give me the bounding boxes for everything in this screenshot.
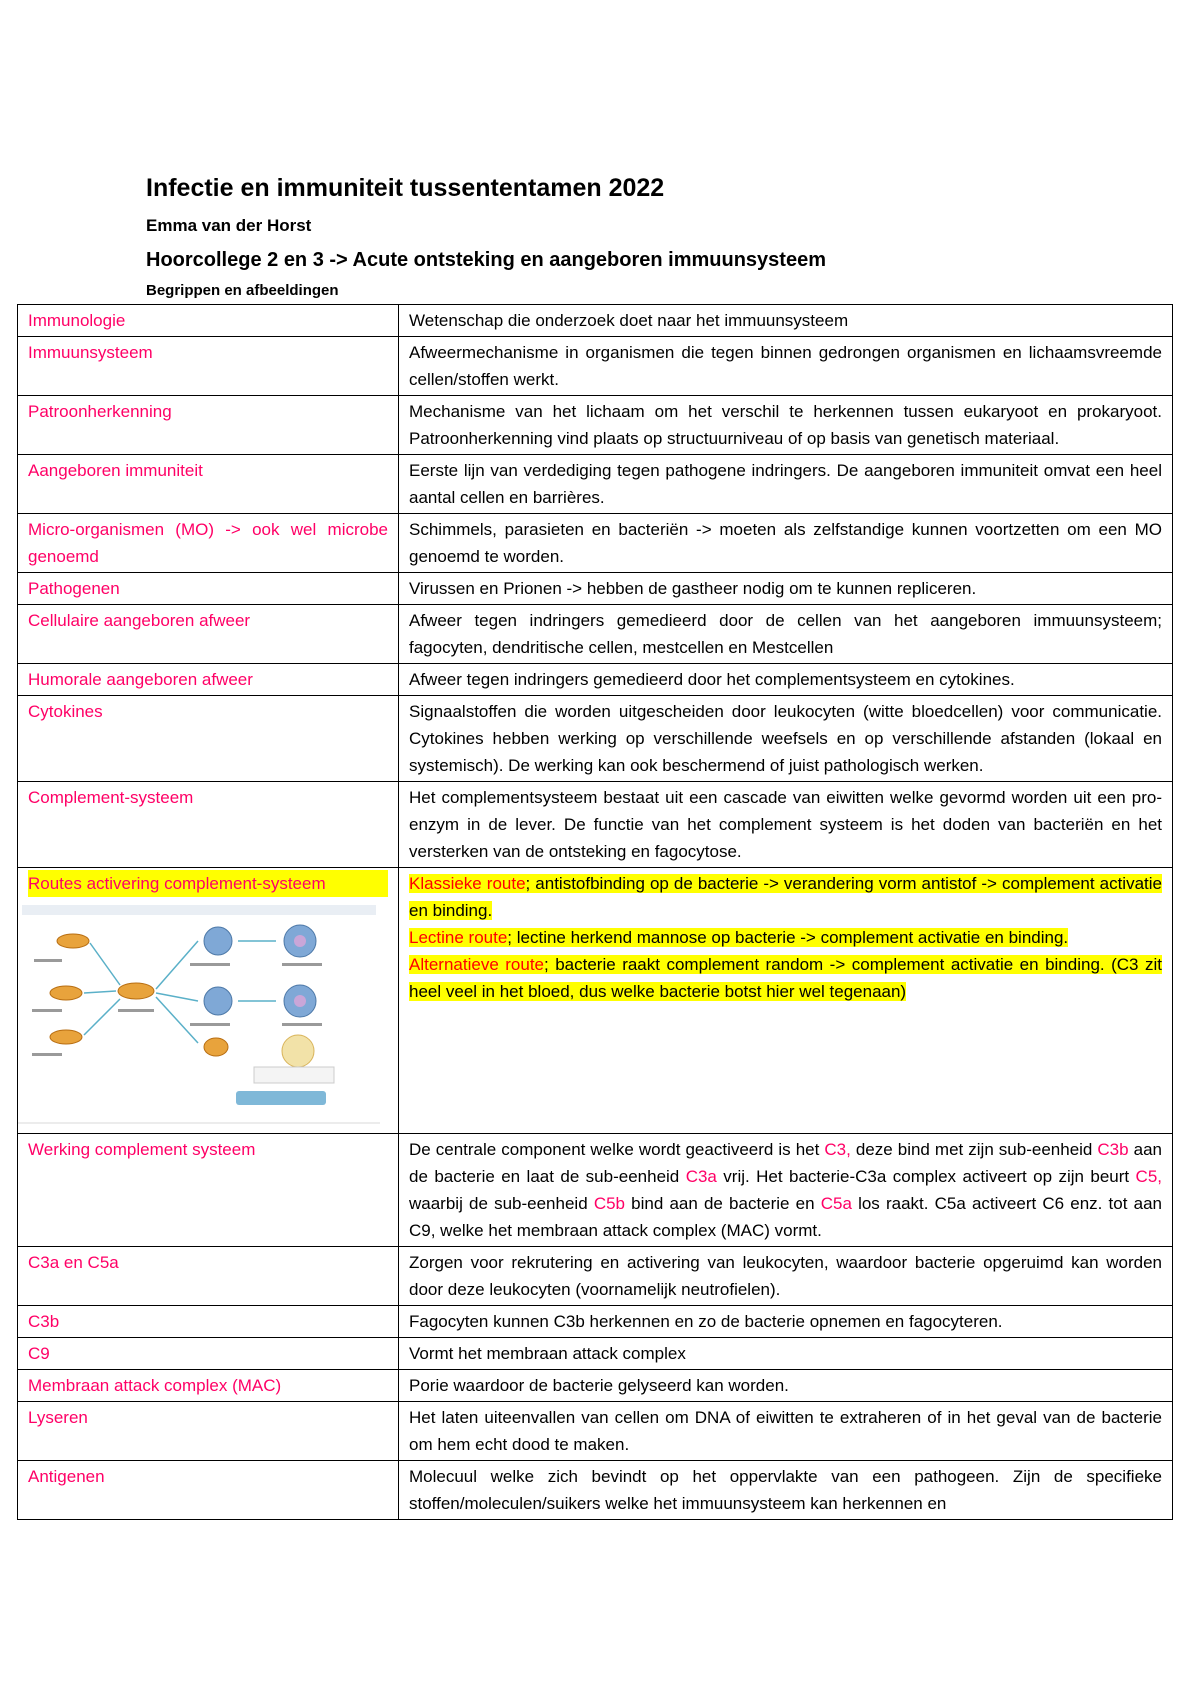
term-cell: Humorale aangeboren afweer: [18, 664, 399, 696]
definition-cell: Afweermechanisme in organismen die tegen binnen gedrongen organismen en lichaamsvreemde cellen/stoffen werkt.: [399, 337, 1173, 396]
term-cell: Micro-organismen (MO) -> ook wel microbe genoemd: [18, 514, 399, 573]
section-heading: Begrippen en afbeeldingen: [146, 282, 339, 299]
table-row: [18, 1461, 1173, 1520]
definition-cell: Zorgen voor rekrutering en activering van leukocyten, waardoor bacterie opgeruimd kan worden door deze leukocyten (voornamelijk neutrofielen).: [399, 1247, 1173, 1306]
term-cell: Cellulaire aangeboren afweer: [18, 605, 399, 664]
werking-text: vrij. Het bacterie-C3a complex activeert op zijn beurt: [716, 1167, 1136, 1186]
term-cell: Antigenen: [18, 1461, 399, 1520]
definition-cell: Schimmels, parasieten en bacteriën -> moeten als zelfstandige kunnen voortzetten om een MO genoemd te worden.: [399, 514, 1173, 573]
complement-c5: C5,: [1135, 1167, 1163, 1186]
complement-c3: C3,: [824, 1140, 851, 1159]
table-row: [18, 455, 1173, 514]
definition-cell: Mechanisme van het lichaam om het verschil te herkennen tussen eukaryoot en prokaryoot. Patroonherkenning vind plaats op structuurniveau of op basis van genetisch materiaal.: [399, 396, 1173, 455]
table-row: [18, 514, 1173, 573]
table-row: [18, 1247, 1173, 1306]
definition-cell: Wetenschap die onderzoek doet naar het immuunsysteem: [399, 305, 1173, 337]
definition-cell: Afweer tegen indringers gemedieerd door de cellen van het aangeboren immuunsysteem; fagocyten, dendritische cellen, mestcellen en Mestcellen: [399, 605, 1173, 664]
term-cell: Membraan attack complex (MAC): [18, 1370, 399, 1402]
route-name: Alternatieve route: [409, 955, 545, 974]
table-row: [18, 337, 1173, 396]
term-cell: Cytokines: [18, 696, 399, 782]
term-cell: C3b: [18, 1306, 399, 1338]
table-row: [18, 573, 1173, 605]
werking-text: De centrale component welke wordt geactiveerd is het: [409, 1140, 825, 1159]
table-row: [18, 1338, 1173, 1370]
complement-c3a: C3a: [685, 1167, 717, 1186]
table-row: [18, 782, 1173, 868]
table-row: [18, 664, 1173, 696]
complement-pathway-diagram-icon: [18, 901, 380, 1131]
table-row: [18, 305, 1173, 337]
werking-text: waarbij de sub-eenheid: [409, 1194, 594, 1213]
page-title: Infectie en immuniteit tussententamen 2022: [146, 174, 665, 202]
term-cell: Immuunsysteem: [18, 337, 399, 396]
terms-table: [17, 304, 1173, 1520]
route-text: ; bacterie raakt complement random -> complement activatie en binding. (C3 zit heel veel in het bloed, dus welke bacterie botst hier wel tegenaan): [409, 955, 1162, 1001]
term-cell: Aangeboren immuniteit: [18, 455, 399, 514]
term-cell: Werking complement systeem: [18, 1134, 399, 1247]
definition-cell: Afweer tegen indringers gemedieerd door het complementsysteem en cytokines.: [399, 664, 1173, 696]
lecture-subtitle: Hoorcollege 2 en 3 -> Acute ontsteking en aangeboren immuunsysteem: [146, 249, 826, 271]
werking-text: deze bind met zijn sub-eenheid: [850, 1140, 1098, 1159]
definition-cell: Het complementsysteem bestaat uit een cascade van eiwitten welke gevormd worden uit een pro-enzym in de lever. De functie van het complement systeem is het doden van bacteriën en het versterken van de ontsteking en fagocytose.: [399, 782, 1173, 868]
complement-c5a: C5a: [820, 1194, 852, 1213]
definition-cell: Vormt het membraan attack complex: [399, 1338, 1173, 1370]
definition-cell: Eerste lijn van verdediging tegen pathogene indringers. De aangeboren immuniteit omvat een heel aantal cellen en barrières.: [399, 455, 1173, 514]
definition-cell: Fagocyten kunnen C3b herkennen en zo de bacterie opnemen en fagocyteren.: [399, 1306, 1173, 1338]
werking-text: aan de bacterie en laat de sub-eenheid: [409, 1140, 1162, 1186]
route-alternative: [409, 955, 1162, 1001]
author-name: Emma van der Horst: [146, 216, 312, 235]
table-row: [18, 696, 1173, 782]
route-lectine: [409, 928, 1068, 947]
term-cell: Complement-systeem: [18, 782, 399, 868]
definition-cell: Molecuul welke zich bevindt op het oppervlakte van een pathogeen. Zijn de specifieke stoffen/moleculen/suikers welke het immuunsysteem kan herkennen en: [399, 1461, 1173, 1520]
definition-cell: Virussen en Prionen -> hebben de gastheer nodig om te kunnen repliceren.: [399, 573, 1173, 605]
table-row-werking: [18, 1134, 1173, 1247]
werking-text: los raakt. C5a activeert C6 enz. tot aan C9, welke het membraan attack complex (MAC) vormt.: [409, 1194, 1162, 1240]
route-text: ; lectine herkend mannose op bacterie -> complement activatie en binding.: [507, 928, 1069, 947]
table-row: [18, 1306, 1173, 1338]
table-row: [18, 1370, 1173, 1402]
term-cell: [18, 868, 399, 1134]
table-row: [18, 1402, 1173, 1461]
definition-cell: [399, 1134, 1173, 1247]
table-row: [18, 605, 1173, 664]
definition-cell: [399, 868, 1173, 1134]
complement-c5b: C5b: [593, 1194, 625, 1213]
term-cell: C9: [18, 1338, 399, 1370]
term-cell: C3a en C5a: [18, 1247, 399, 1306]
term-cell: Lyseren: [18, 1402, 399, 1461]
route-classical: [409, 874, 1162, 920]
route-name: Klassieke route: [409, 874, 526, 893]
definition-cell: Het laten uiteenvallen van cellen om DNA of eiwitten te extraheren of in het geval van de bacterie om hem echt dood te maken.: [399, 1402, 1173, 1461]
term-cell: Pathogenen: [18, 573, 399, 605]
werking-text: bind aan de bacterie en: [625, 1194, 821, 1213]
term-cell: Patroonherkenning: [18, 396, 399, 455]
route-text: ; antistofbinding op de bacterie -> verandering vorm antistof -> complement activatie en binding.: [409, 874, 1162, 920]
table-row-routes: [18, 868, 1173, 1134]
definition-cell: Signaalstoffen die worden uitgescheiden door leukocyten (witte bloedcellen) voor communicatie. Cytokines hebben werking op verschillende weefsels en op verschillende afstanden (lokaal en systemisch). De werking kan ook beschermend of juist pathologisch werken.: [399, 696, 1173, 782]
table-row: [18, 396, 1173, 455]
route-name: Lectine route: [409, 928, 508, 947]
term-cell: Immunologie: [18, 305, 399, 337]
complement-c3b: C3b: [1097, 1140, 1129, 1159]
definition-cell: Porie waardoor de bacterie gelyseerd kan worden.: [399, 1370, 1173, 1402]
routes-term: Routes activering complement-systeem: [28, 870, 388, 897]
